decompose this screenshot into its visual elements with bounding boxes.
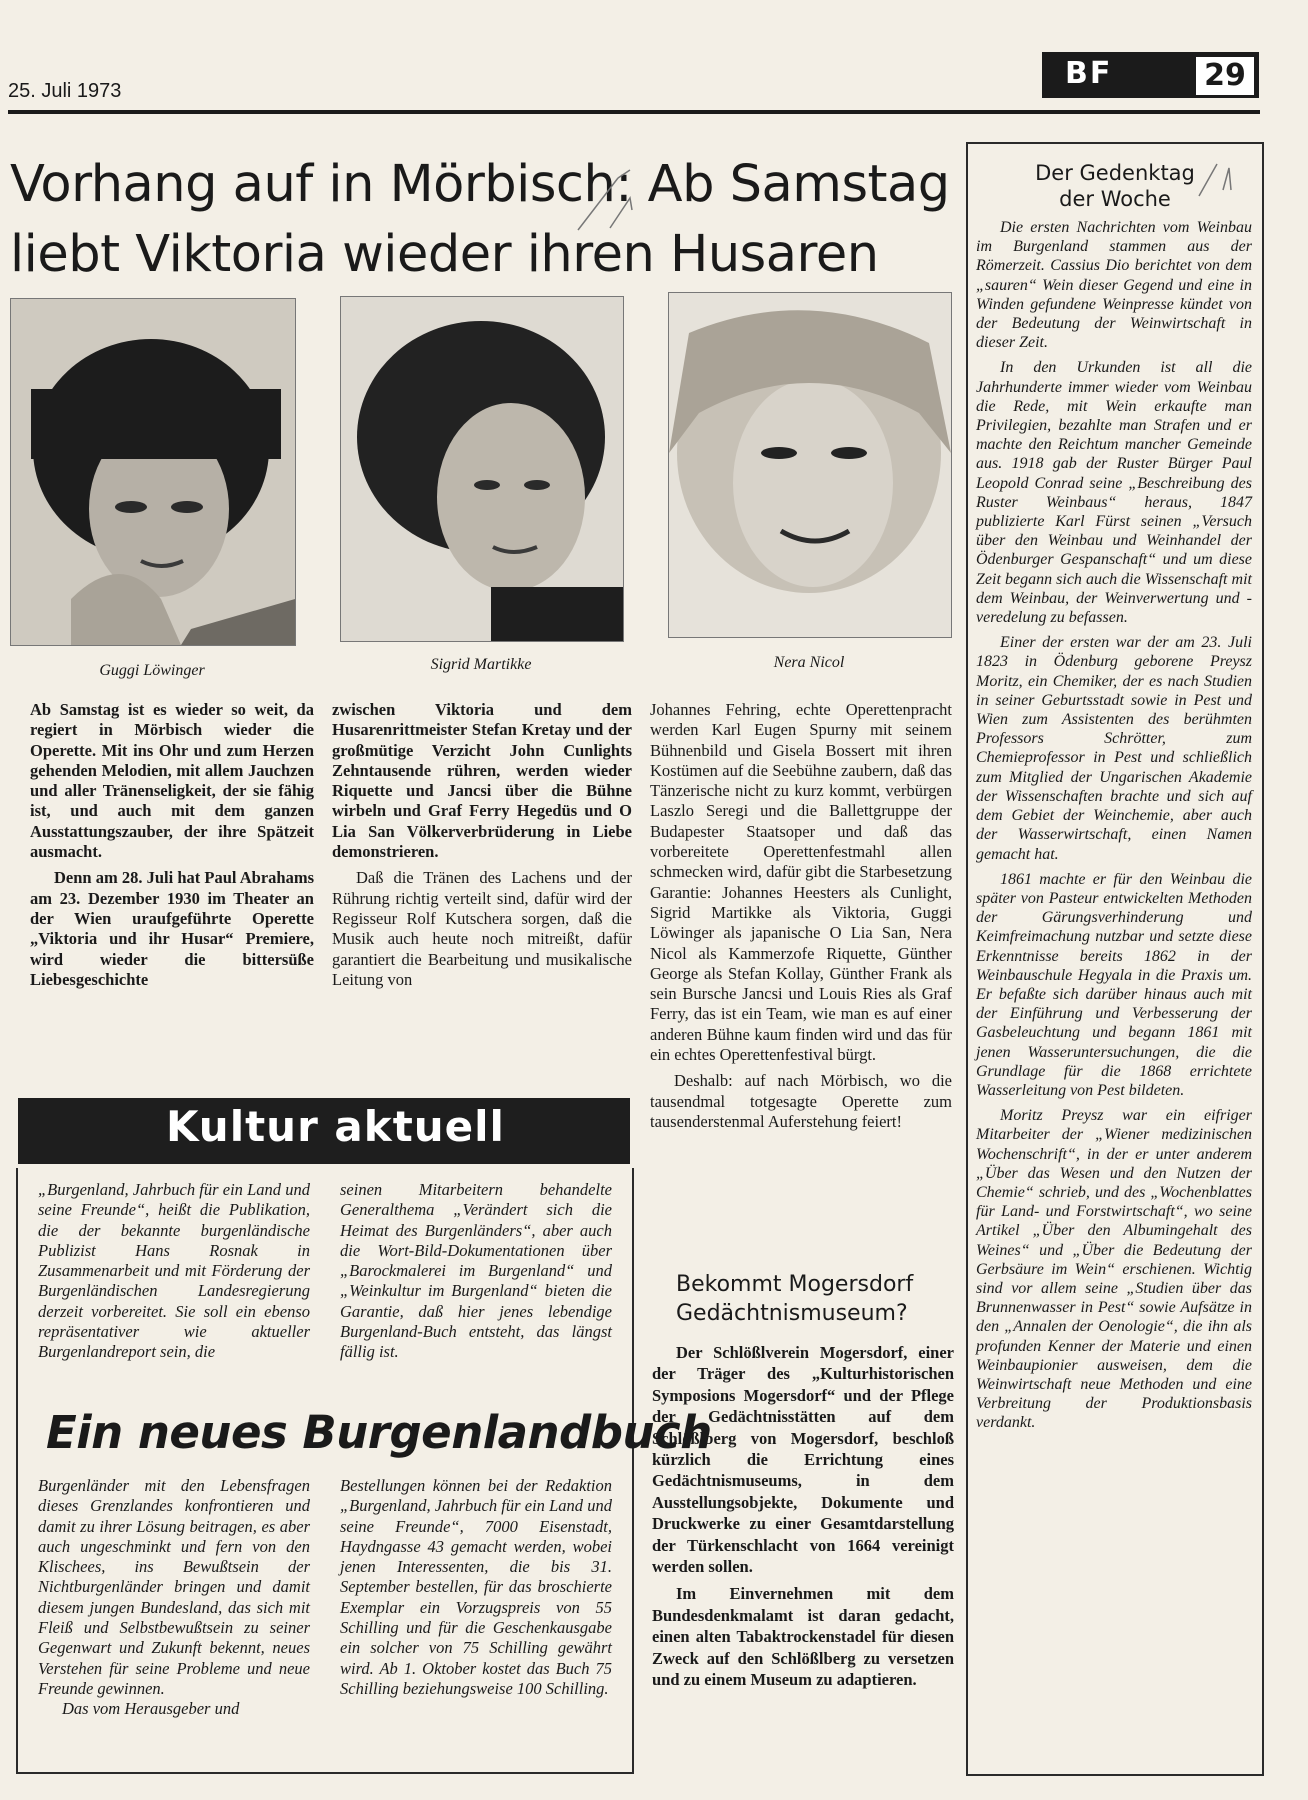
article-paragraph: Johannes Fehring, echte Operettenpracht werden Karl Eugen Spurny mit seinem Bühnenbild und Gisela Bossert mit ihren Kostümen auf die Seebühne zaubern, daß das Tänzerische nicht zu kurz kommt, verbürgen Laszlo Seregi und die Ballettgruppe der Budapester Staatsoper und daß das vorbereitete Operettenfestmahl allen schmecken wird, dafür gibt die Starbesetzung Garantie: Johannes Heesters als Cunlight, Sigrid Martikke als Viktoria, Guggi Löwinger als japanische O Lia San, Nera Nicol als Kammerzofe Riquette, Günther George als Stefan Kollay, Günther Frank als sein Bursche Jancsi und Louis Ries als Graf Ferry, das ist ein Team, wie man es auf einer anderen Bühne kaum finden wird und das für ein echtes Operettenfestival bürgt. xyxy=(650,700,952,1065)
portrait-photo-nera-nicol xyxy=(668,292,952,638)
article-paragraph: Deshalb: auf nach Mörbisch, wo die tausendmal totgesagte Operette zum tausenderstenmal Auferstehung feiert! xyxy=(650,1071,952,1131)
headline xyxy=(10,150,960,290)
sidebar-title-line-2: der Woche xyxy=(1059,187,1171,211)
sidebar-paragraph: In den Urkunden ist all die Jahrhunderte immer wieder vom Weinbau die Rede, mit Wein erkaufte man Privilegien, bezahlte man Strafen und er machte den Reichtum mancher Gemeinde aus. 1918 gab der Ruster Bürger Paul Leopold Conrad seine „Beschreibung des Ruster Weinbaus“ heraus, 1847 publizierte Karl Fürst seinen „Versuch über den Weinbau und Weinhandel der Ödenburger Gespanschaft“ und um diese Zeit begann sich auch die Wissenschaft mit dem Weinbau, der Weinverwertung und -veredelung zu befassen. xyxy=(976,359,1252,627)
photo-caption-2: Sigrid Martikke xyxy=(430,656,532,673)
portrait-photo-guggi-loewinger xyxy=(10,298,296,646)
sidebar-paragraph: Moritz Preysz war ein eifriger Mitarbeiter der „Wiener medizinischen Wochenschrift“, in der er unter anderem „Über das Wesen und den Nutzen der Chemie“ schrieb, und des „Wochenblattes für Land- und Forstwirtschaft“, wo seine Artikel „Über den Albumingehalt des Weines“ und „Über die Bedeutung der Gerbsäure im Wein“ erschienen. Wichtig sind vor allem seine „Studien über das Brunnenwasser in Pest“ sowie Aufsätze in den „Annalen der Oenologie“, die ihn als profunden Kenner der Materie und einen Weinbaupionier ausweisen, dem die Weinwirtschaft neue Methoden und eine Verbreitung der Produktionsbasis verdankt. xyxy=(976,1107,1252,1432)
article-paragraph: zwischen Viktoria und dem Husarenrittmeister Stefan Kretay und der großmütige Verzicht John Cunlights Zehntausende rühren, werden wieder Riquette und Jancsi über die Bühne wirbeln und Graf Ferry Hegedüs und O Lia San Völkerverbrüderung in Liebe demonstrieren. xyxy=(332,700,632,862)
kultur-body-right: Bestellungen können bei der Redaktion „Burgenland, Jahrbuch für ein Land und seine Freunde“, 7000 Eisenstadt, Haydngasse 43 gemacht werden, wobei jenen Interessenten, die bis 31. September bestellen, für das broschierte Exemplar ein Vorzugspreis von 55 Schilling und für die Geschenkausgabe ein solcher von 75 Schilling gewährt wird. Ab 1. Oktober kostet das Buch 75 Schilling beziehungsweise 100 Schilling. xyxy=(340,1476,612,1698)
mogersdorf-title-line-1: Bekommt Mogersdorf xyxy=(676,1272,914,1297)
kultur-paragraph: Burgenländer mit den Lebensfragen dieses Grenzlandes konfrontieren und damit zu ihrer Lösung beitragen, es aber auch ungeschminkt und fern von den Klischees, ins Bewußtsein der Nichtburgenländer bringen und damit diesem jungen Bundesland, das sich mit Fleiß und Selbstbewußtsein zu seiner Gegenwart und Zukunft bekennt, neues Verstehen für seine Probleme und neue Freunde gewinnen. xyxy=(38,1476,310,1698)
sidebar-paragraph: 1861 machte er für den Weinbau die später von Pasteur entwickelten Methoden der Gärungsverhinderung und Keimfreimachung nutzbar und setzte diese Erkenntnisse bereits 1862 in der Weinbauschule Hegyala in die Praxis um. Er befaßte sich darüber hinaus auch mit der Einführung und Verbesserung der Gasbeleuchtung und begann 1861 mit jenen Wasseruntersuchungen, die die Grundlage für die 1868 errichtete Wasserleitung von Pest bildeten. xyxy=(976,870,1252,1099)
burgenlandbuch-title: Ein neues Burgenlandbuch xyxy=(46,1406,712,1459)
sidebar-body xyxy=(976,218,1252,1439)
mogersdorf-paragraph: Der Schlößlverein Mogersdorf, einer der Träger des „Kulturhistorischen Symposions Mogersdorf“ und der Pflege der Gedächtnisstätten auf dem Schlößlberg von Mogersdorf, beschloß kürzlich die Errichtung eines Gedächtnismuseums, in dem Ausstellungsobjekte, Dokumente und Druckwerke zu einer Gesamtdarstellung der Türkenschlacht von 1664 vereinigt werden sollen. xyxy=(652,1343,954,1577)
section-label: BF xyxy=(1065,56,1113,91)
mogersdorf-title-line-2: Gedächtnismuseum? xyxy=(676,1301,908,1326)
article-column-2 xyxy=(332,700,632,996)
portrait-photo-sigrid-martikke xyxy=(340,296,624,642)
sidebar-title-line-1: Der Gedenktag xyxy=(1035,161,1195,185)
sidebar-paragraph: Die ersten Nachrichten vom Weinbau im Burgenland stammen aus der Römerzeit. Cassius Dio berichtet von dem „sauren“ Wein dieser Gegend und eine in Winden gefundene Weinpresse kündet von der Bedeutung der Weinwirtschaft in dieser Zeit. xyxy=(976,219,1252,352)
headline-line-1: Vorhang auf in Mörbisch: Ab Samstag xyxy=(10,155,950,214)
photo-caption-3: Nera Nicol xyxy=(773,654,845,671)
kultur-body-left xyxy=(38,1476,310,1720)
article-column-3 xyxy=(650,700,952,1138)
article-column-1 xyxy=(30,700,314,996)
sidebar-paragraph: Einer der ersten war der am 23. Juli 1823 in Ödenburg geborene Preysz Moritz, ein Chemiker, der es nach Studien in seiner Geburtsstadt sowie in Pest und Wien zum Assistenten des berühmten Professors Schrötter, zum Chemieprofessor in Pest und schließlich zum Mitglied der Ungarischen Akademie der Wissenschaften brachte und sich auf dem Gebiet der Weinchemie, aber auch der Wasserwirtschaft, einen Namen gemacht hat. xyxy=(976,634,1252,863)
issue-date: 25. Juli 1973 xyxy=(8,80,122,102)
sidebar-title xyxy=(970,160,1260,212)
headline-line-2: liebt Viktoria wieder ihren Husaren xyxy=(10,225,879,284)
kultur-intro-right: seinen Mitarbeitern behandelte Generalthema „Verändert sich die Heimat des Burgenländers“, aber auch die Wort-Bild-Dokumentationen über „Barockmalerei im Burgenland“ und „Weinkultur im Burgenland“ bieten die Garantie, daß hier jenes lebendige Burgenland-Buch entsteht, das längst fällig ist. xyxy=(340,1180,612,1362)
kultur-paragraph: Das vom Herausgeber und xyxy=(62,1699,240,1719)
kultur-intro-left: „Burgenland, Jahrbuch für ein Land und seine Freunde“, heißt die Publikation, die der bekannte burgenländische Publizist Hans Rosnak in Zusammenarbeit und mit Förderung der Burgenländischen Landesregierung derzeit vorbereitet. Sie soll ein ebenso repräsentativer wie aktueller Burgenlandreport sein, die xyxy=(38,1180,310,1362)
photo-caption-1: Guggi Löwinger xyxy=(99,662,205,679)
page-number: 29 xyxy=(1194,55,1256,97)
header-rule xyxy=(8,110,1260,114)
kultur-banner-label: Kultur aktuell xyxy=(166,1102,505,1151)
mogersdorf-paragraph: Im Einvernehmen mit dem Bundesdenkmalamt ist daran gedacht, einen alten Tabaktrockenstadel für diesen Zweck auf den Schlößlberg zu versetzen und zu einem Museum zu adaptieren. xyxy=(652,1584,954,1690)
pencil-mark xyxy=(570,140,670,240)
mogersdorf-title xyxy=(676,1270,913,1328)
mogersdorf-body xyxy=(652,1342,954,1697)
article-paragraph: Denn am 28. Juli hat Paul Abrahams am 23. Dezember 1930 im Theater an der Wien uraufgeführte Operette „Viktoria und ihr Husar“ Premiere, wird wieder die bittersüße Liebesgeschichte xyxy=(30,868,314,989)
article-lead: Ab Samstag ist es wieder so weit, da regiert in Mörbisch wieder die Operette. Mit ins Ohr und zum Herzen gehenden Melodien, mit allem Jauchzen und aller Tränenseligkeit, der sie fähig ist, und auch mit dem ganzen Ausstattungszauber, der ihre Spätzeit ausmacht. xyxy=(30,700,314,862)
article-paragraph: Daß die Tränen des Lachens und der Rührung richtig verteilt sind, dafür wird der Regisseur Rolf Kutschera sorgen, daß die Musik auch heute noch mitreißt, dafür garantiert die Bearbeitung und musikalische Leitung von xyxy=(332,868,632,989)
